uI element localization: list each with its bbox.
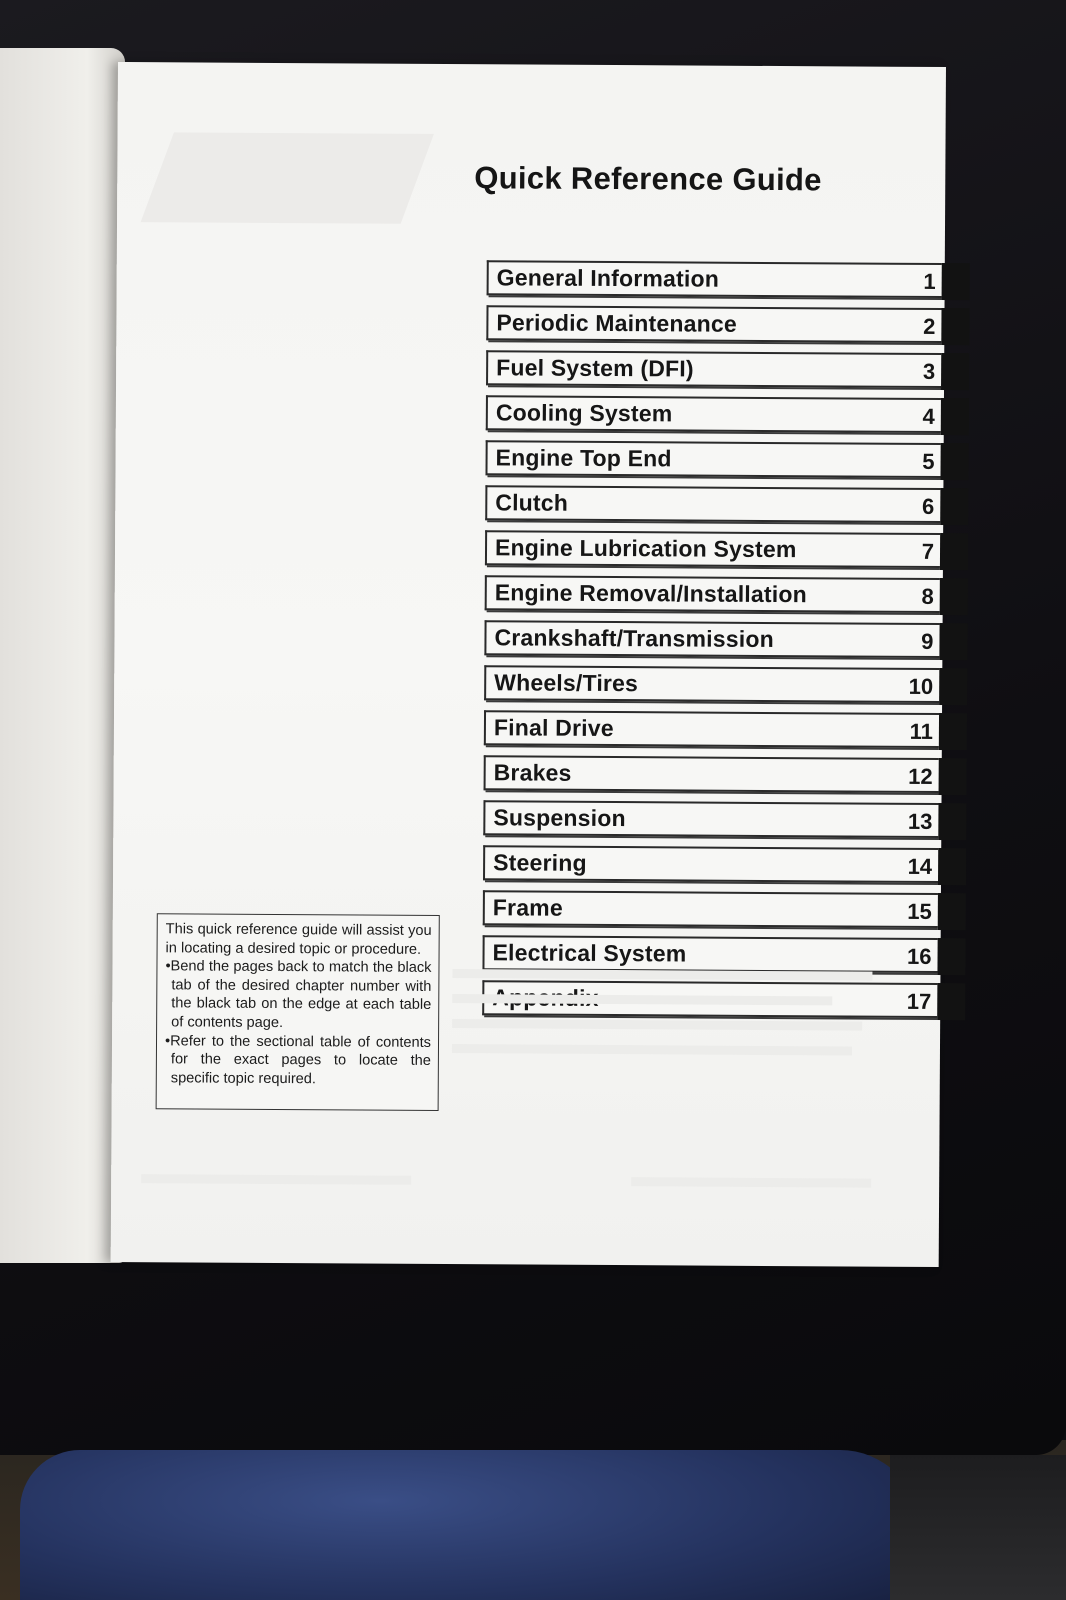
chapter-title: Engine Removal/Installation — [494, 579, 807, 608]
chapter-row[interactable] — [485, 485, 940, 523]
note-intro: This quick reference guide will assist you in locating a desired topic or procedure. — [165, 921, 432, 958]
chapter-number: 7 — [921, 538, 935, 564]
chapter-edge-tab — [939, 713, 967, 750]
chapter-title: Electrical System — [492, 939, 687, 967]
chapter-title: Crankshaft/Transmission — [494, 624, 774, 653]
chapter-row[interactable] — [484, 755, 939, 793]
chapter-row[interactable] — [482, 935, 937, 973]
chapter-title: Brakes — [493, 759, 572, 786]
chapter-row[interactable] — [484, 710, 939, 748]
chapter-number: 3 — [922, 358, 936, 384]
chapter-number: 11 — [909, 718, 934, 744]
chapter-number: 16 — [906, 943, 932, 969]
chapter-edge-tab — [939, 758, 967, 795]
chapter-number: 6 — [921, 493, 935, 519]
chapter-title: Fuel System (DFI) — [496, 354, 694, 382]
chapter-number: 5 — [922, 448, 935, 474]
show-through-logo — [141, 132, 434, 223]
chapter-edge-tab — [941, 308, 969, 345]
chapter-row[interactable] — [484, 620, 939, 658]
note-bullet-refer-toc: •Refer to the sectional table of contents for the exact pages to locate the specific topic required. — [164, 1032, 432, 1087]
chapter-title: Steering — [493, 849, 587, 876]
chapter-row[interactable] — [485, 530, 940, 568]
page-title: Quick Reference Guide — [474, 160, 822, 198]
chapter-number: 14 — [907, 853, 933, 879]
chair-edge — [890, 1455, 1066, 1600]
chapter-number: 17 — [906, 988, 932, 1014]
chapter-edge-tab — [940, 488, 968, 525]
chapter-title: Suspension — [493, 804, 626, 832]
chapter-edge-tab — [937, 983, 965, 1020]
chapter-title: Periodic Maintenance — [496, 309, 737, 337]
chapter-number: 13 — [907, 808, 933, 834]
chapter-edge-tab — [942, 263, 970, 300]
chapter-edge-tab — [940, 443, 968, 480]
chapter-edge-tab — [939, 668, 967, 705]
chapter-title: Engine Lubrication System — [494, 534, 797, 563]
denim-lap — [20, 1450, 920, 1600]
show-through-line — [452, 1019, 862, 1031]
chapter-edge-tab — [939, 623, 967, 660]
chapter-title: Engine Top End — [495, 444, 672, 472]
chapter-row[interactable] — [486, 305, 941, 343]
chapter-row[interactable] — [486, 350, 941, 388]
chapter-number: 12 — [908, 763, 933, 789]
note-bullet-bend-pages: •Bend the pages back to match the black tab of the desired chapter number with the black tab on the edge at each table of contents page. — [165, 958, 432, 1031]
chapter-row[interactable] — [483, 845, 938, 883]
left-page — [0, 48, 125, 1263]
chapter-number: 9 — [921, 628, 934, 654]
show-through-line — [141, 1174, 411, 1185]
chapter-row[interactable] — [484, 665, 939, 703]
chapter-title: Final Drive — [493, 714, 614, 742]
chapter-number: 2 — [923, 313, 936, 339]
chapter-edge-tab — [940, 578, 968, 615]
chapter-title: Cooling System — [495, 399, 673, 427]
chapter-index — [482, 260, 942, 1028]
chapter-title: Frame — [492, 894, 563, 921]
chapter-number: 4 — [922, 403, 935, 429]
chapter-edge-tab — [938, 848, 966, 885]
chapter-edge-tab — [941, 398, 969, 435]
chapter-number: 10 — [908, 673, 934, 699]
chapter-edge-tab — [938, 893, 966, 930]
show-through-line — [452, 1044, 852, 1055]
chapter-edge-tab — [937, 938, 965, 975]
chapter-row[interactable] — [485, 440, 940, 478]
chapter-number: 8 — [921, 583, 934, 609]
chapter-title: General Information — [496, 264, 720, 292]
chapter-edge-tab — [940, 533, 968, 570]
chapter-row[interactable] — [485, 575, 940, 613]
chapter-row[interactable] — [486, 395, 941, 433]
usage-note-box — [156, 913, 440, 1111]
chapter-edge-tab — [941, 353, 969, 390]
chapter-title: Clutch — [495, 489, 569, 516]
chapter-row[interactable] — [483, 890, 938, 928]
chapter-title: Wheels/Tires — [494, 669, 639, 697]
manual-page — [111, 62, 946, 1267]
show-through-line — [631, 1177, 871, 1187]
chapter-edge-tab — [938, 803, 966, 840]
chapter-row[interactable] — [483, 800, 938, 838]
chapter-row[interactable] — [487, 260, 942, 298]
chapter-number: 1 — [923, 268, 936, 294]
chapter-number: 15 — [907, 898, 932, 924]
